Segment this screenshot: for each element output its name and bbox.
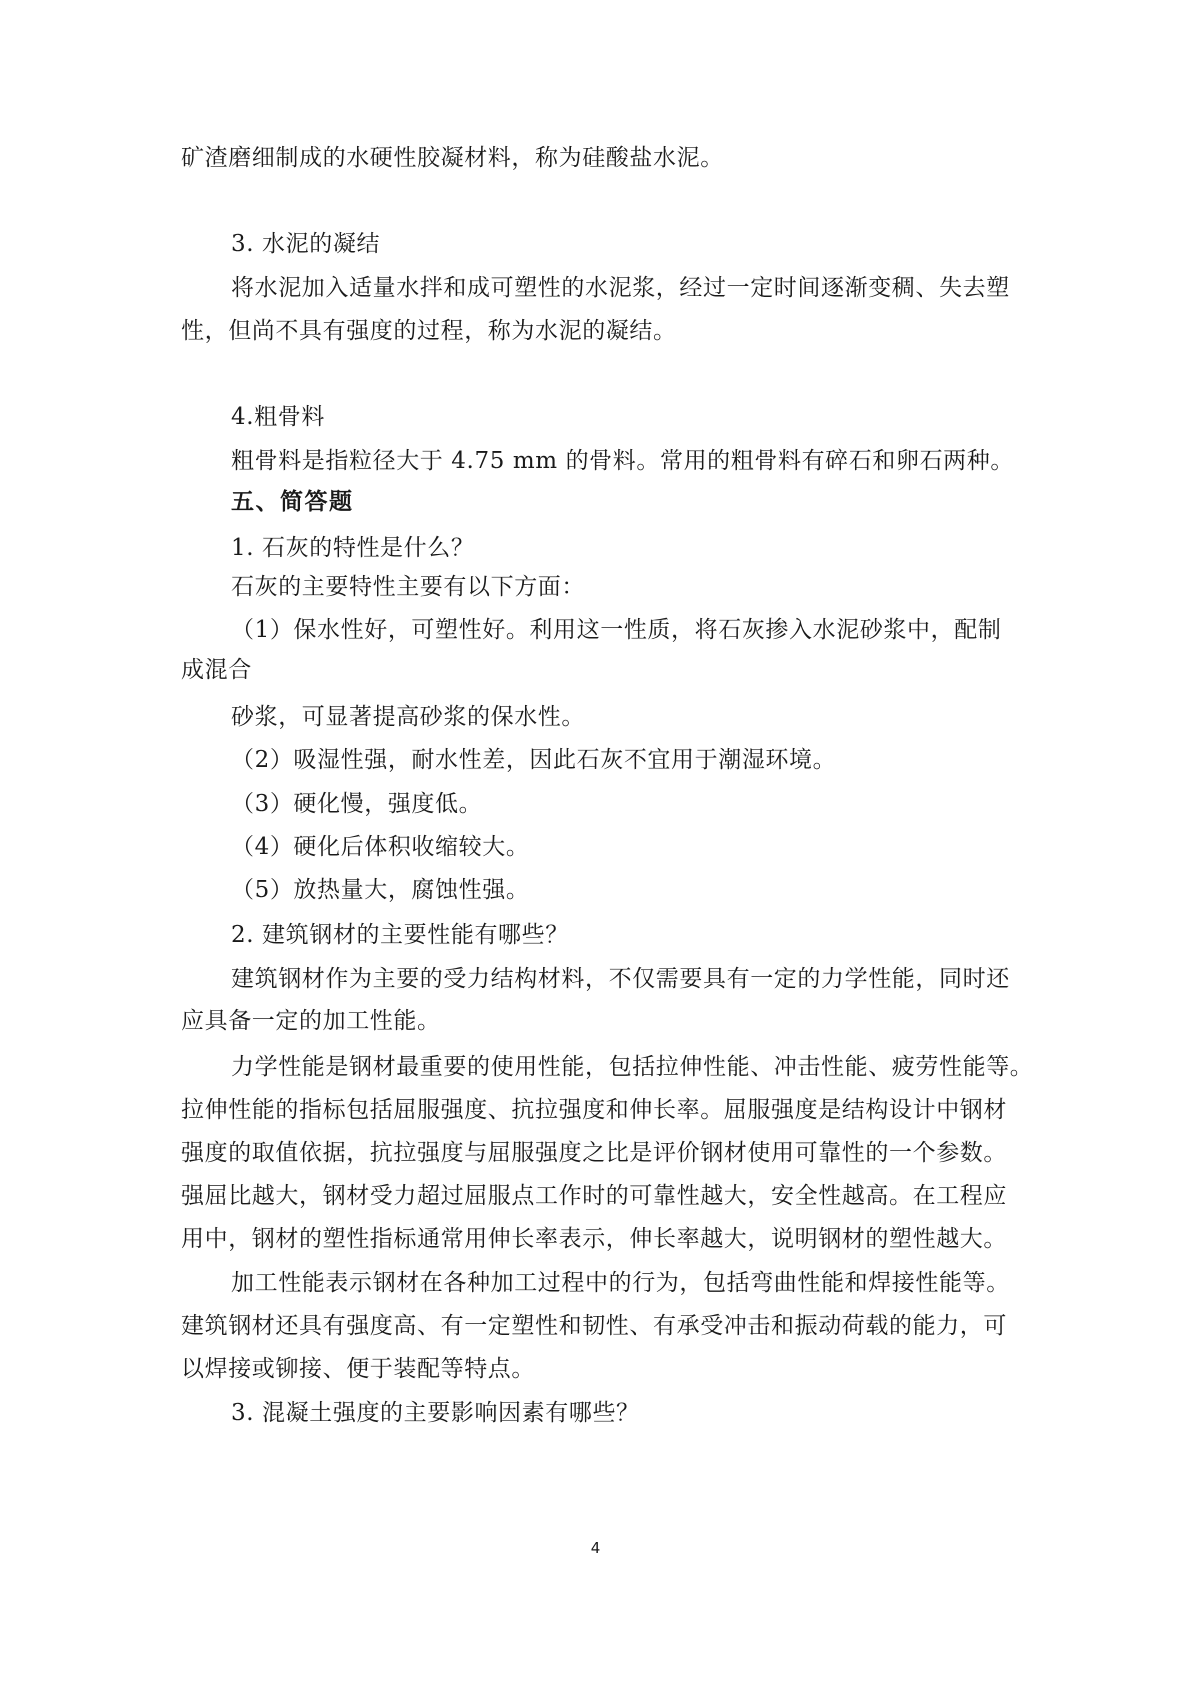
text-line: 加工性能表示钢材在各种加工过程中的行为，包括弯曲性能和焊接性能等。 [231,1270,1010,1296]
page-number: 4 [590,1539,601,1557]
text-line: 拉伸性能的指标包括屈服强度、抗拉强度和伸长率。屈服强度是结构设计中钢材 [181,1097,1007,1123]
list-item: （3）硬化慢，强度低。 [231,791,483,817]
text-line: 砂浆，可显著提高砂浆的保水性。 [231,704,585,730]
list-item: （1）保水性好，可塑性好。利用这一性质，将石灰掺入水泥砂浆中，配制 [231,617,1002,643]
text-line: 性，但尚不具有强度的过程，称为水泥的凝结。 [181,318,677,344]
list-item: （5）放热量大，腐蚀性强。 [231,877,530,903]
text-line: 力学性能是钢材最重要的使用性能，包括拉伸性能、冲击性能、疲劳性能等。 [231,1054,1034,1080]
text-line: 石灰的主要特性主要有以下方面： [231,574,585,600]
text-line: 粗骨料是指粒径大于 4.75 mm 的骨料。常用的粗骨料有碎石和卵石两种。 [231,448,1014,474]
question: 2. 建筑钢材的主要性能有哪些？ [231,922,569,948]
section-heading: 3. 水泥的凝结 [231,231,381,257]
chapter-heading: 五、简答题 [231,489,354,515]
text-line: 成混合 [181,657,252,683]
question: 3. 混凝土强度的主要影响因素有哪些？ [231,1400,640,1426]
text-line: 用中，钢材的塑性指标通常用伸长率表示，伸长率越大，说明钢材的塑性越大。 [181,1226,1007,1252]
text-line: 应具备一定的加工性能。 [181,1008,441,1034]
list-item: （4）硬化后体积收缩较大。 [231,834,530,860]
text-line: 将水泥加入适量水拌和成可塑性的水泥浆，经过一定时间逐渐变稠、失去塑 [231,275,1010,301]
text-line: 强屈比越大，钢材受力超过屈服点工作时的可靠性越大，安全性越高。在工程应 [181,1183,1007,1209]
text-line: 建筑钢材还具有强度高、有一定塑性和韧性、有承受冲击和振动荷载的能力，可 [181,1313,1007,1339]
text-line: 强度的取值依据，抗拉强度与屈服强度之比是评价钢材使用可靠性的一个参数。 [181,1140,1007,1166]
section-heading: 4.粗骨料 [231,404,325,430]
list-item: （2）吸湿性强，耐水性差，因此石灰不宜用于潮湿环境。 [231,747,837,773]
text-line: 矿渣磨细制成的水硬性胶凝材料，称为硅酸盐水泥。 [181,145,724,171]
text-line: 以焊接或铆接、便于装配等特点。 [181,1356,535,1382]
question: 1. 石灰的特性是什么？ [231,535,475,561]
text-line: 建筑钢材作为主要的受力结构材料，不仅需要具有一定的力学性能，同时还 [231,966,1010,992]
